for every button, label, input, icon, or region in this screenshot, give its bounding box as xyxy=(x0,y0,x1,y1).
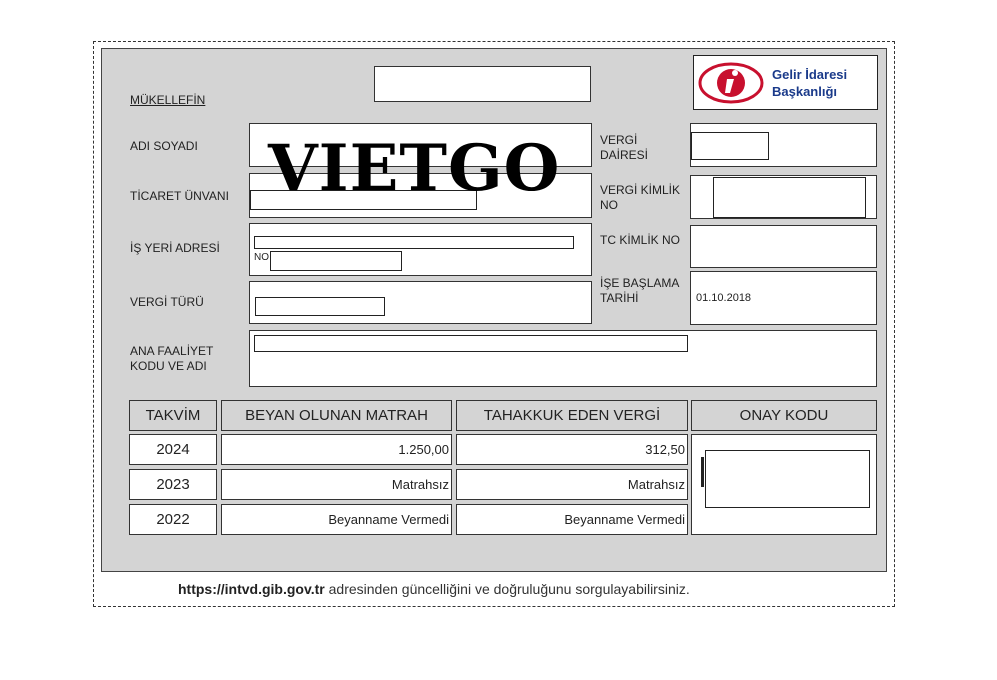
row-2022-vergi: Beyanname Vermedi xyxy=(456,504,688,535)
address-line1-redacted xyxy=(254,236,574,249)
row-2024-year: 2024 xyxy=(129,434,217,465)
row-2023-vergi: Matrahsız xyxy=(456,469,688,500)
vergi-turu-field xyxy=(249,281,592,324)
address-line2-redacted xyxy=(270,251,402,271)
row-2023-matrah: Matrahsız xyxy=(221,469,452,500)
label-ana-faaliyet-line2: KODU VE ADI xyxy=(130,359,207,373)
label-vergi-kimlik-line1: VERGİ KİMLİK xyxy=(600,183,681,197)
label-vergi-dairesi-line1: VERGİ xyxy=(600,133,638,147)
section-title: MÜKELLEFİN xyxy=(130,93,206,107)
vergi-dairesi-field xyxy=(690,123,877,167)
vergi-kimlik-redacted xyxy=(713,177,866,218)
label-is-yeri-adresi: İŞ YERİ ADRESİ xyxy=(130,241,220,255)
row-2022-matrah: Beyanname Vermedi xyxy=(221,504,452,535)
label-adi-soyadi: ADI SOYADI xyxy=(130,139,198,153)
onay-kodu-redacted xyxy=(705,450,870,508)
logo-line2: Başkanlığı xyxy=(772,84,838,99)
label-ise-baslama xyxy=(600,276,679,306)
is-yeri-adresi-field xyxy=(249,223,592,276)
label-ana-faaliyet-line1: ANA FAALİYET xyxy=(130,344,214,358)
vergi-kimlik-field xyxy=(690,175,877,219)
label-ise-baslama-line2: TARİHİ xyxy=(600,291,639,305)
label-ana-faaliyet xyxy=(130,344,213,374)
onay-kodu-mark xyxy=(701,457,704,487)
label-ticaret-unvani: TİCARET ÜNVANI xyxy=(130,189,229,203)
ana-faaliyet-field xyxy=(249,330,877,387)
label-ise-baslama-line1: İŞE BAŞLAMA xyxy=(600,276,680,290)
row-2024-matrah: 1.250,00 xyxy=(221,434,452,465)
header-takvim: TAKVİM xyxy=(129,400,217,431)
footer-text: adresinden güncelliğini ve doğruluğunu sorgulayabilirsiniz. xyxy=(324,581,690,597)
ise-baslama-field xyxy=(690,271,877,325)
ana-faaliyet-redacted xyxy=(254,335,688,352)
label-vergi-dairesi-line2: DAİRESİ xyxy=(600,148,649,162)
label-vergi-turu: VERGİ TÜRÜ xyxy=(130,295,204,309)
onay-kodu-cell xyxy=(691,434,877,535)
taxpayer-id-redacted xyxy=(374,66,591,102)
tc-kimlik-field xyxy=(690,225,877,268)
header-onay-kodu: ONAY KODU xyxy=(691,400,877,431)
label-vergi-dairesi xyxy=(600,133,648,163)
footer-url[interactable]: https://intvd.gib.gov.tr xyxy=(178,581,325,597)
watermark-text: VIETGO xyxy=(268,131,561,206)
header-matrah: BEYAN OLUNAN MATRAH xyxy=(221,400,452,431)
label-vergi-kimlik xyxy=(600,183,680,213)
header-vergi: TAHAKKUK EDEN VERGİ xyxy=(456,400,688,431)
ise-baslama-value: 01.10.2018 xyxy=(696,292,752,304)
row-2022-year: 2022 xyxy=(129,504,217,535)
row-2023-year: 2023 xyxy=(129,469,217,500)
vergi-dairesi-redacted xyxy=(691,132,769,160)
row-2024-vergi: 312,50 xyxy=(456,434,688,465)
footer-note xyxy=(178,581,690,597)
logo-line1: Gelir İdaresi xyxy=(772,67,848,82)
vergi-turu-redacted xyxy=(255,297,385,316)
gib-logo xyxy=(693,55,878,110)
gib-logo-icon xyxy=(697,60,765,106)
address-no-prefix: NO xyxy=(254,252,269,263)
label-tc-kimlik: TC KİMLİK NO xyxy=(600,233,681,247)
label-vergi-kimlik-line2: NO xyxy=(600,198,618,212)
